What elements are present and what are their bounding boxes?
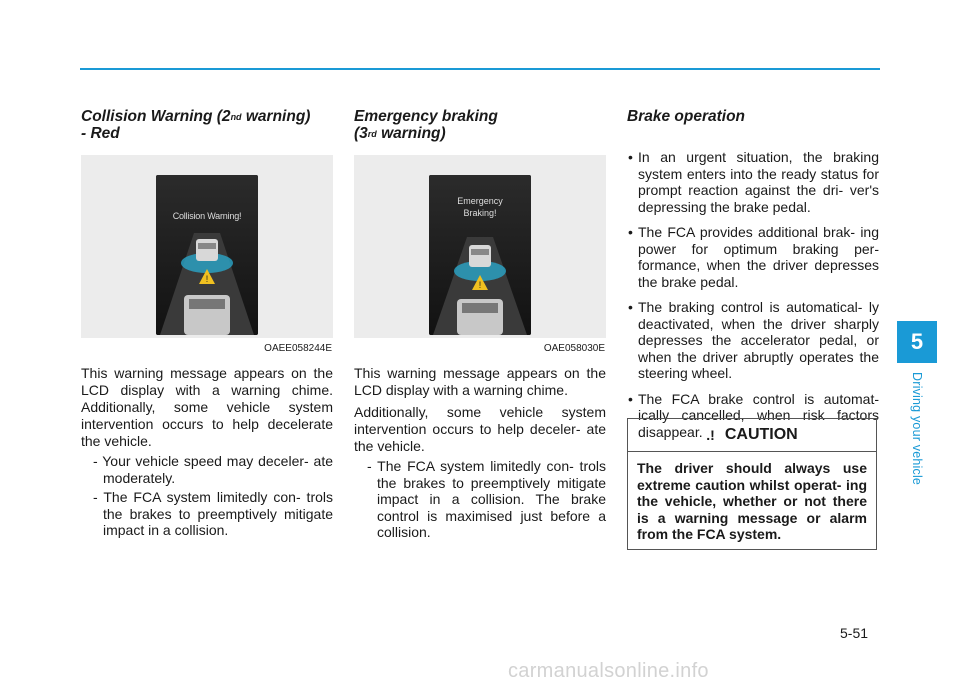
- road-scene-graphic: [156, 175, 258, 335]
- display-message: [432, 195, 528, 219]
- page-number: 5-51: [840, 625, 869, 641]
- collision-warning-figure: [81, 155, 333, 354]
- figure-code: OAE058030E: [543, 343, 605, 354]
- body-paragraph: Additionally, some vehicle system intervention occurs to help deceler- ate the vehicle.: [354, 404, 606, 454]
- caution-box: [627, 418, 877, 550]
- section-title-brake-operation: Brake operation: [627, 108, 746, 125]
- section-title-emergency-braking: [354, 108, 606, 142]
- display-message-line: Emergency: [457, 196, 503, 206]
- section-title-collision-warning: [81, 108, 333, 142]
- svg-text:!: !: [478, 280, 482, 290]
- chapter-tab: 5: [897, 321, 937, 363]
- body-paragraph: This warning message appears on the LCD display with a warning chime. Additionally, some vehicle system intervention occurs to help decelerate the vehicle.: [81, 365, 333, 449]
- cluster-display-image: [429, 175, 531, 335]
- bullet-list: [627, 149, 879, 440]
- bullet-item: • The braking control is automatical- ly deactivated, when the driver sharply depresses the accelerator pedal, or when the driver abruptly operates the steering wheel.: [627, 299, 879, 382]
- display-message: Collision Warning!: [172, 211, 242, 221]
- display-message-line: Braking!: [463, 208, 497, 218]
- warning-icon: .!: [706, 427, 715, 443]
- title-part: Emergency braking: [354, 108, 498, 125]
- bullet-item: • The FCA brake control is automat- ically cancelled, when risk factors disappear.: [627, 391, 879, 441]
- title-part: Collision Warning (2: [81, 108, 231, 125]
- title-part: (3: [354, 125, 368, 142]
- title-part: - Red: [81, 125, 120, 142]
- chapter-label: Driving your vehicle: [910, 372, 924, 486]
- header-rule: [80, 68, 880, 70]
- title-part: warning): [241, 108, 311, 125]
- watermark: carmanualsonline.info: [508, 660, 709, 682]
- caution-header: [628, 419, 876, 452]
- bullet-item: • In an urgent situation, the braking system enters into the ready status for prompt reaction against the dri- ver's depressing the brake pedal.: [627, 149, 879, 215]
- title-part: warning): [376, 125, 446, 142]
- caution-text: The driver should always use extreme caution whilst operat- ing the vehicle, whether or not there is a warning message or alarm from the FCA system.: [637, 460, 867, 542]
- emergency-braking-figure: [354, 155, 606, 354]
- dash-item: - The FCA system limitedly con- trols the brakes to preemptively mitigate impact in a collision. The brake control is maximised just before a collision.: [367, 458, 606, 540]
- caution-heading: CAUTION: [724, 426, 798, 443]
- title-superscript: nd: [230, 112, 242, 122]
- collision-warning-section: [81, 108, 333, 539]
- cluster-display-image: [156, 175, 258, 335]
- brake-operation-section: [627, 108, 879, 449]
- svg-text:!: !: [205, 274, 209, 284]
- dash-item: - The FCA system limitedly con- trols the brakes to preemptively mitigate impact in a collision.: [93, 489, 333, 538]
- emergency-braking-section: [354, 108, 606, 541]
- body-paragraph: This warning message appears on the LCD display with a warning chime.: [354, 365, 606, 398]
- dash-item: - Your vehicle speed may deceler- ate moderately.: [93, 453, 333, 486]
- bullet-item: • The FCA provides additional brak- ing power for optimum braking per- formance, when the driver depresses the brake pedal.: [627, 224, 879, 290]
- figure-code: OAEE058244E: [264, 343, 332, 354]
- title-superscript: rd: [367, 129, 377, 139]
